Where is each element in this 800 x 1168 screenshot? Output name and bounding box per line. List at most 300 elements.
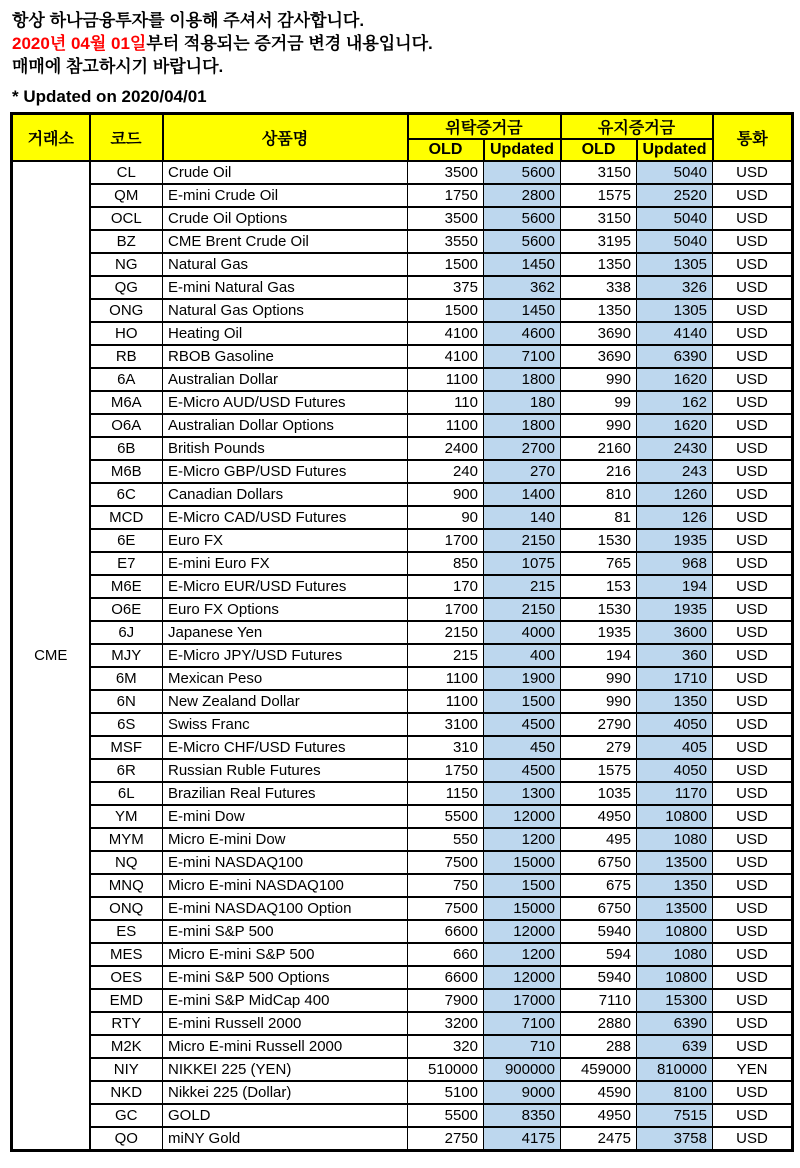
initial-old-cell: 6600 bbox=[408, 966, 484, 989]
maintenance-updated-cell: 6390 bbox=[637, 345, 713, 368]
header-code: 코드 bbox=[90, 114, 163, 162]
currency-cell: USD bbox=[713, 391, 793, 414]
product-cell: E-mini Natural Gas bbox=[163, 276, 408, 299]
maintenance-old-cell: 990 bbox=[561, 414, 637, 437]
currency-cell: USD bbox=[713, 207, 793, 230]
maintenance-old-cell: 99 bbox=[561, 391, 637, 414]
code-cell: NKD bbox=[90, 1081, 163, 1104]
initial-old-cell: 1100 bbox=[408, 690, 484, 713]
initial-updated-cell: 15000 bbox=[484, 851, 561, 874]
product-cell: E-Micro CAD/USD Futures bbox=[163, 506, 408, 529]
code-cell: MNQ bbox=[90, 874, 163, 897]
table-row bbox=[12, 414, 793, 437]
header-initial-margin: 위탁증거금 bbox=[408, 114, 561, 140]
product-cell: Natural Gas bbox=[163, 253, 408, 276]
currency-cell: USD bbox=[713, 230, 793, 253]
code-cell: MYM bbox=[90, 828, 163, 851]
initial-old-cell: 1700 bbox=[408, 598, 484, 621]
product-cell: E-Micro JPY/USD Futures bbox=[163, 644, 408, 667]
maintenance-old-cell: 3150 bbox=[561, 207, 637, 230]
currency-cell: USD bbox=[713, 552, 793, 575]
code-cell: MCD bbox=[90, 506, 163, 529]
maintenance-old-cell: 1035 bbox=[561, 782, 637, 805]
currency-cell: USD bbox=[713, 598, 793, 621]
initial-updated-cell: 1300 bbox=[484, 782, 561, 805]
table-row bbox=[12, 345, 793, 368]
initial-old-cell: 900 bbox=[408, 483, 484, 506]
code-cell: CL bbox=[90, 161, 163, 184]
header-initial-old: OLD bbox=[408, 139, 484, 161]
initial-updated-cell: 2800 bbox=[484, 184, 561, 207]
maintenance-old-cell: 3690 bbox=[561, 345, 637, 368]
code-cell: QM bbox=[90, 184, 163, 207]
maintenance-old-cell: 338 bbox=[561, 276, 637, 299]
code-cell: EMD bbox=[90, 989, 163, 1012]
maintenance-old-cell: 4590 bbox=[561, 1081, 637, 1104]
initial-updated-cell: 1450 bbox=[484, 299, 561, 322]
maintenance-updated-cell: 2520 bbox=[637, 184, 713, 207]
code-cell: M2K bbox=[90, 1035, 163, 1058]
initial-old-cell: 1750 bbox=[408, 759, 484, 782]
currency-cell: USD bbox=[713, 874, 793, 897]
code-cell: NIY bbox=[90, 1058, 163, 1081]
initial-old-cell: 1500 bbox=[408, 299, 484, 322]
table-row bbox=[12, 529, 793, 552]
header-maintenance-old: OLD bbox=[561, 139, 637, 161]
code-cell: RTY bbox=[90, 1012, 163, 1035]
table-row bbox=[12, 1127, 793, 1151]
code-cell: OCL bbox=[90, 207, 163, 230]
maintenance-old-cell: 288 bbox=[561, 1035, 637, 1058]
maintenance-old-cell: 990 bbox=[561, 368, 637, 391]
initial-updated-cell: 4600 bbox=[484, 322, 561, 345]
code-cell: 6E bbox=[90, 529, 163, 552]
maintenance-old-cell: 594 bbox=[561, 943, 637, 966]
code-cell: 6R bbox=[90, 759, 163, 782]
currency-cell: USD bbox=[713, 483, 793, 506]
maintenance-old-cell: 495 bbox=[561, 828, 637, 851]
maintenance-old-cell: 1350 bbox=[561, 253, 637, 276]
initial-old-cell: 170 bbox=[408, 575, 484, 598]
initial-old-cell: 6600 bbox=[408, 920, 484, 943]
table-row bbox=[12, 690, 793, 713]
currency-cell: USD bbox=[713, 1127, 793, 1151]
header-initial-updated: Updated bbox=[484, 139, 561, 161]
maintenance-old-cell: 7110 bbox=[561, 989, 637, 1012]
product-cell: E-mini Dow bbox=[163, 805, 408, 828]
maintenance-updated-cell: 8100 bbox=[637, 1081, 713, 1104]
initial-updated-cell: 1450 bbox=[484, 253, 561, 276]
currency-cell: USD bbox=[713, 184, 793, 207]
header-maintenance-updated: Updated bbox=[637, 139, 713, 161]
maintenance-old-cell: 1575 bbox=[561, 759, 637, 782]
product-cell: E-Micro CHF/USD Futures bbox=[163, 736, 408, 759]
table-row bbox=[12, 460, 793, 483]
maintenance-updated-cell: 162 bbox=[637, 391, 713, 414]
initial-old-cell: 4100 bbox=[408, 322, 484, 345]
product-cell: E-mini NASDAQ100 Option bbox=[163, 897, 408, 920]
table-row bbox=[12, 644, 793, 667]
currency-cell: USD bbox=[713, 621, 793, 644]
code-cell: MSF bbox=[90, 736, 163, 759]
initial-updated-cell: 362 bbox=[484, 276, 561, 299]
maintenance-updated-cell: 1935 bbox=[637, 529, 713, 552]
initial-updated-cell: 710 bbox=[484, 1035, 561, 1058]
maintenance-updated-cell: 194 bbox=[637, 575, 713, 598]
product-cell: Crude Oil bbox=[163, 161, 408, 184]
header-currency: 통화 bbox=[713, 114, 793, 162]
maintenance-old-cell: 5940 bbox=[561, 966, 637, 989]
code-cell: GC bbox=[90, 1104, 163, 1127]
table-row bbox=[12, 736, 793, 759]
product-cell: E-mini Russell 2000 bbox=[163, 1012, 408, 1035]
initial-old-cell: 320 bbox=[408, 1035, 484, 1058]
product-cell: E-mini S&P MidCap 400 bbox=[163, 989, 408, 1012]
maintenance-updated-cell: 2430 bbox=[637, 437, 713, 460]
table-row bbox=[12, 207, 793, 230]
table-header bbox=[12, 114, 793, 162]
initial-old-cell: 1750 bbox=[408, 184, 484, 207]
notice-line-rest: 부터 적용되는 증거금 변경 내용입니다. bbox=[146, 34, 433, 53]
maintenance-old-cell: 194 bbox=[561, 644, 637, 667]
maintenance-updated-cell: 7515 bbox=[637, 1104, 713, 1127]
table-row bbox=[12, 391, 793, 414]
currency-cell: USD bbox=[713, 253, 793, 276]
maintenance-updated-cell: 3758 bbox=[637, 1127, 713, 1151]
maintenance-updated-cell: 405 bbox=[637, 736, 713, 759]
maintenance-updated-cell: 1710 bbox=[637, 667, 713, 690]
table-body bbox=[12, 161, 793, 1151]
initial-old-cell: 510000 bbox=[408, 1058, 484, 1081]
currency-cell: USD bbox=[713, 437, 793, 460]
product-cell: Brazilian Real Futures bbox=[163, 782, 408, 805]
initial-old-cell: 1100 bbox=[408, 667, 484, 690]
currency-cell: USD bbox=[713, 460, 793, 483]
initial-updated-cell: 1200 bbox=[484, 943, 561, 966]
maintenance-old-cell: 3150 bbox=[561, 161, 637, 184]
maintenance-old-cell: 765 bbox=[561, 552, 637, 575]
code-cell: 6S bbox=[90, 713, 163, 736]
currency-cell: USD bbox=[713, 1012, 793, 1035]
product-cell: E-mini NASDAQ100 bbox=[163, 851, 408, 874]
code-cell: M6E bbox=[90, 575, 163, 598]
table-row bbox=[12, 1035, 793, 1058]
initial-updated-cell: 12000 bbox=[484, 920, 561, 943]
code-cell: M6A bbox=[90, 391, 163, 414]
product-cell: Euro FX Options bbox=[163, 598, 408, 621]
code-cell: RB bbox=[90, 345, 163, 368]
initial-old-cell: 7500 bbox=[408, 851, 484, 874]
maintenance-updated-cell: 1080 bbox=[637, 943, 713, 966]
initial-old-cell: 5100 bbox=[408, 1081, 484, 1104]
maintenance-old-cell: 4950 bbox=[561, 1104, 637, 1127]
initial-old-cell: 215 bbox=[408, 644, 484, 667]
maintenance-updated-cell: 5040 bbox=[637, 230, 713, 253]
currency-cell: USD bbox=[713, 713, 793, 736]
product-cell: NIKKEI 225 (YEN) bbox=[163, 1058, 408, 1081]
code-cell: E7 bbox=[90, 552, 163, 575]
table-row bbox=[12, 161, 793, 184]
maintenance-updated-cell: 13500 bbox=[637, 851, 713, 874]
initial-old-cell: 7500 bbox=[408, 897, 484, 920]
initial-old-cell: 1100 bbox=[408, 368, 484, 391]
code-cell: O6E bbox=[90, 598, 163, 621]
product-cell: Australian Dollar Options bbox=[163, 414, 408, 437]
code-cell: QG bbox=[90, 276, 163, 299]
initial-updated-cell: 8350 bbox=[484, 1104, 561, 1127]
table-row bbox=[12, 782, 793, 805]
product-cell: E-Micro AUD/USD Futures bbox=[163, 391, 408, 414]
maintenance-updated-cell: 360 bbox=[637, 644, 713, 667]
reference-line: 매매에 참고하시기 바랍니다. bbox=[12, 57, 224, 76]
currency-cell: USD bbox=[713, 805, 793, 828]
margin-change-table bbox=[10, 112, 794, 1152]
initial-updated-cell: 5600 bbox=[484, 161, 561, 184]
effective-date-text: 2020년 04월 01일 bbox=[12, 34, 147, 53]
currency-cell: USD bbox=[713, 920, 793, 943]
currency-cell: USD bbox=[713, 368, 793, 391]
product-cell: Euro FX bbox=[163, 529, 408, 552]
code-cell: YM bbox=[90, 805, 163, 828]
initial-updated-cell: 1800 bbox=[484, 414, 561, 437]
initial-old-cell: 3550 bbox=[408, 230, 484, 253]
currency-cell: USD bbox=[713, 736, 793, 759]
maintenance-old-cell: 5940 bbox=[561, 920, 637, 943]
maintenance-updated-cell: 10800 bbox=[637, 805, 713, 828]
table-row bbox=[12, 920, 793, 943]
initial-old-cell: 2150 bbox=[408, 621, 484, 644]
initial-old-cell: 750 bbox=[408, 874, 484, 897]
table-row bbox=[12, 713, 793, 736]
maintenance-updated-cell: 1620 bbox=[637, 368, 713, 391]
initial-old-cell: 7900 bbox=[408, 989, 484, 1012]
table-row bbox=[12, 943, 793, 966]
code-cell: HO bbox=[90, 322, 163, 345]
exchange-cell: CME bbox=[12, 161, 90, 1151]
currency-cell: USD bbox=[713, 851, 793, 874]
maintenance-updated-cell: 1080 bbox=[637, 828, 713, 851]
table-row bbox=[12, 828, 793, 851]
table-row bbox=[12, 276, 793, 299]
maintenance-old-cell: 2475 bbox=[561, 1127, 637, 1151]
maintenance-old-cell: 810 bbox=[561, 483, 637, 506]
table-row bbox=[12, 759, 793, 782]
product-cell: Micro E-mini S&P 500 bbox=[163, 943, 408, 966]
maintenance-old-cell: 3195 bbox=[561, 230, 637, 253]
initial-old-cell: 5500 bbox=[408, 805, 484, 828]
maintenance-old-cell: 216 bbox=[561, 460, 637, 483]
initial-updated-cell: 5600 bbox=[484, 207, 561, 230]
maintenance-updated-cell: 1935 bbox=[637, 598, 713, 621]
table-row bbox=[12, 184, 793, 207]
code-cell: BZ bbox=[90, 230, 163, 253]
table-row bbox=[12, 299, 793, 322]
code-cell: 6B bbox=[90, 437, 163, 460]
currency-cell: USD bbox=[713, 529, 793, 552]
greeting-line: 항상 하나금융투자를 이용해 주셔서 감사합니다. bbox=[12, 11, 365, 30]
code-cell: QO bbox=[90, 1127, 163, 1151]
initial-updated-cell: 4500 bbox=[484, 713, 561, 736]
maintenance-updated-cell: 1305 bbox=[637, 253, 713, 276]
table-row bbox=[12, 667, 793, 690]
product-cell: Natural Gas Options bbox=[163, 299, 408, 322]
initial-updated-cell: 4500 bbox=[484, 759, 561, 782]
maintenance-updated-cell: 126 bbox=[637, 506, 713, 529]
maintenance-updated-cell: 10800 bbox=[637, 920, 713, 943]
initial-old-cell: 2750 bbox=[408, 1127, 484, 1151]
currency-cell: USD bbox=[713, 345, 793, 368]
currency-cell: USD bbox=[713, 782, 793, 805]
maintenance-updated-cell: 1260 bbox=[637, 483, 713, 506]
currency-cell: USD bbox=[713, 897, 793, 920]
notice-line bbox=[12, 32, 800, 55]
initial-old-cell: 1100 bbox=[408, 414, 484, 437]
initial-old-cell: 3500 bbox=[408, 207, 484, 230]
table-row bbox=[12, 1012, 793, 1035]
initial-updated-cell: 17000 bbox=[484, 989, 561, 1012]
currency-cell: USD bbox=[713, 575, 793, 598]
initial-updated-cell: 1900 bbox=[484, 667, 561, 690]
maintenance-old-cell: 1935 bbox=[561, 621, 637, 644]
maintenance-old-cell: 990 bbox=[561, 667, 637, 690]
currency-cell: USD bbox=[713, 759, 793, 782]
initial-updated-cell: 12000 bbox=[484, 966, 561, 989]
currency-cell: USD bbox=[713, 943, 793, 966]
table-row bbox=[12, 253, 793, 276]
maintenance-updated-cell: 1350 bbox=[637, 874, 713, 897]
initial-old-cell: 1700 bbox=[408, 529, 484, 552]
initial-updated-cell: 7100 bbox=[484, 345, 561, 368]
maintenance-updated-cell: 326 bbox=[637, 276, 713, 299]
maintenance-old-cell: 2160 bbox=[561, 437, 637, 460]
product-cell: Mexican Peso bbox=[163, 667, 408, 690]
initial-updated-cell: 180 bbox=[484, 391, 561, 414]
currency-cell: USD bbox=[713, 161, 793, 184]
initial-old-cell: 3500 bbox=[408, 161, 484, 184]
product-cell: miNY Gold bbox=[163, 1127, 408, 1151]
product-cell: E-Micro EUR/USD Futures bbox=[163, 575, 408, 598]
maintenance-old-cell: 153 bbox=[561, 575, 637, 598]
table-row bbox=[12, 1104, 793, 1127]
product-cell: E-mini S&P 500 Options bbox=[163, 966, 408, 989]
maintenance-old-cell: 2790 bbox=[561, 713, 637, 736]
initial-updated-cell: 2150 bbox=[484, 598, 561, 621]
currency-cell: USD bbox=[713, 414, 793, 437]
initial-updated-cell: 2150 bbox=[484, 529, 561, 552]
maintenance-updated-cell: 639 bbox=[637, 1035, 713, 1058]
updated-date-line: * Updated on 2020/04/01 bbox=[12, 87, 207, 106]
currency-cell: USD bbox=[713, 1035, 793, 1058]
product-cell: New Zealand Dollar bbox=[163, 690, 408, 713]
table-row bbox=[12, 230, 793, 253]
currency-cell: USD bbox=[713, 1081, 793, 1104]
maintenance-old-cell: 1530 bbox=[561, 529, 637, 552]
code-cell: MES bbox=[90, 943, 163, 966]
maintenance-old-cell: 675 bbox=[561, 874, 637, 897]
code-cell: 6J bbox=[90, 621, 163, 644]
currency-cell: USD bbox=[713, 828, 793, 851]
maintenance-updated-cell: 1170 bbox=[637, 782, 713, 805]
maintenance-updated-cell: 5040 bbox=[637, 161, 713, 184]
initial-updated-cell: 400 bbox=[484, 644, 561, 667]
product-cell: Crude Oil Options bbox=[163, 207, 408, 230]
product-cell: Micro E-mini NASDAQ100 bbox=[163, 874, 408, 897]
table-row bbox=[12, 437, 793, 460]
header-maintenance-margin: 유지증거금 bbox=[561, 114, 713, 140]
maintenance-updated-cell: 6390 bbox=[637, 1012, 713, 1035]
table-row bbox=[12, 805, 793, 828]
code-cell: MJY bbox=[90, 644, 163, 667]
product-cell: Nikkei 225 (Dollar) bbox=[163, 1081, 408, 1104]
table-row bbox=[12, 989, 793, 1012]
header-exchange: 거래소 bbox=[12, 114, 90, 162]
initial-updated-cell: 1075 bbox=[484, 552, 561, 575]
initial-old-cell: 4100 bbox=[408, 345, 484, 368]
code-cell: 6C bbox=[90, 483, 163, 506]
product-cell: Australian Dollar bbox=[163, 368, 408, 391]
product-cell: E-mini Crude Oil bbox=[163, 184, 408, 207]
code-cell: NQ bbox=[90, 851, 163, 874]
maintenance-old-cell: 1350 bbox=[561, 299, 637, 322]
initial-old-cell: 375 bbox=[408, 276, 484, 299]
initial-updated-cell: 2700 bbox=[484, 437, 561, 460]
code-cell: 6A bbox=[90, 368, 163, 391]
maintenance-updated-cell: 10800 bbox=[637, 966, 713, 989]
maintenance-old-cell: 4950 bbox=[561, 805, 637, 828]
initial-old-cell: 2400 bbox=[408, 437, 484, 460]
maintenance-updated-cell: 968 bbox=[637, 552, 713, 575]
maintenance-updated-cell: 15300 bbox=[637, 989, 713, 1012]
maintenance-updated-cell: 4140 bbox=[637, 322, 713, 345]
table-row bbox=[12, 1058, 793, 1081]
maintenance-old-cell: 1530 bbox=[561, 598, 637, 621]
initial-old-cell: 5500 bbox=[408, 1104, 484, 1127]
table-row bbox=[12, 1081, 793, 1104]
intro-text bbox=[0, 0, 800, 108]
maintenance-updated-cell: 810000 bbox=[637, 1058, 713, 1081]
initial-updated-cell: 7100 bbox=[484, 1012, 561, 1035]
code-cell: 6N bbox=[90, 690, 163, 713]
code-cell: ES bbox=[90, 920, 163, 943]
maintenance-updated-cell: 4050 bbox=[637, 759, 713, 782]
code-cell: O6A bbox=[90, 414, 163, 437]
currency-cell: USD bbox=[713, 644, 793, 667]
product-cell: Swiss Franc bbox=[163, 713, 408, 736]
product-cell: E-mini S&P 500 bbox=[163, 920, 408, 943]
currency-cell: USD bbox=[713, 989, 793, 1012]
maintenance-updated-cell: 4050 bbox=[637, 713, 713, 736]
initial-updated-cell: 9000 bbox=[484, 1081, 561, 1104]
initial-updated-cell: 270 bbox=[484, 460, 561, 483]
initial-updated-cell: 1500 bbox=[484, 690, 561, 713]
table-row bbox=[12, 368, 793, 391]
maintenance-updated-cell: 5040 bbox=[637, 207, 713, 230]
initial-old-cell: 660 bbox=[408, 943, 484, 966]
product-cell: E-mini Euro FX bbox=[163, 552, 408, 575]
maintenance-updated-cell: 1305 bbox=[637, 299, 713, 322]
product-cell: Micro E-mini Russell 2000 bbox=[163, 1035, 408, 1058]
currency-cell: USD bbox=[713, 1104, 793, 1127]
initial-updated-cell: 1500 bbox=[484, 874, 561, 897]
table-row bbox=[12, 966, 793, 989]
product-cell: Japanese Yen bbox=[163, 621, 408, 644]
product-cell: British Pounds bbox=[163, 437, 408, 460]
initial-updated-cell: 450 bbox=[484, 736, 561, 759]
initial-updated-cell: 1800 bbox=[484, 368, 561, 391]
maintenance-old-cell: 81 bbox=[561, 506, 637, 529]
code-cell: M6B bbox=[90, 460, 163, 483]
initial-old-cell: 90 bbox=[408, 506, 484, 529]
